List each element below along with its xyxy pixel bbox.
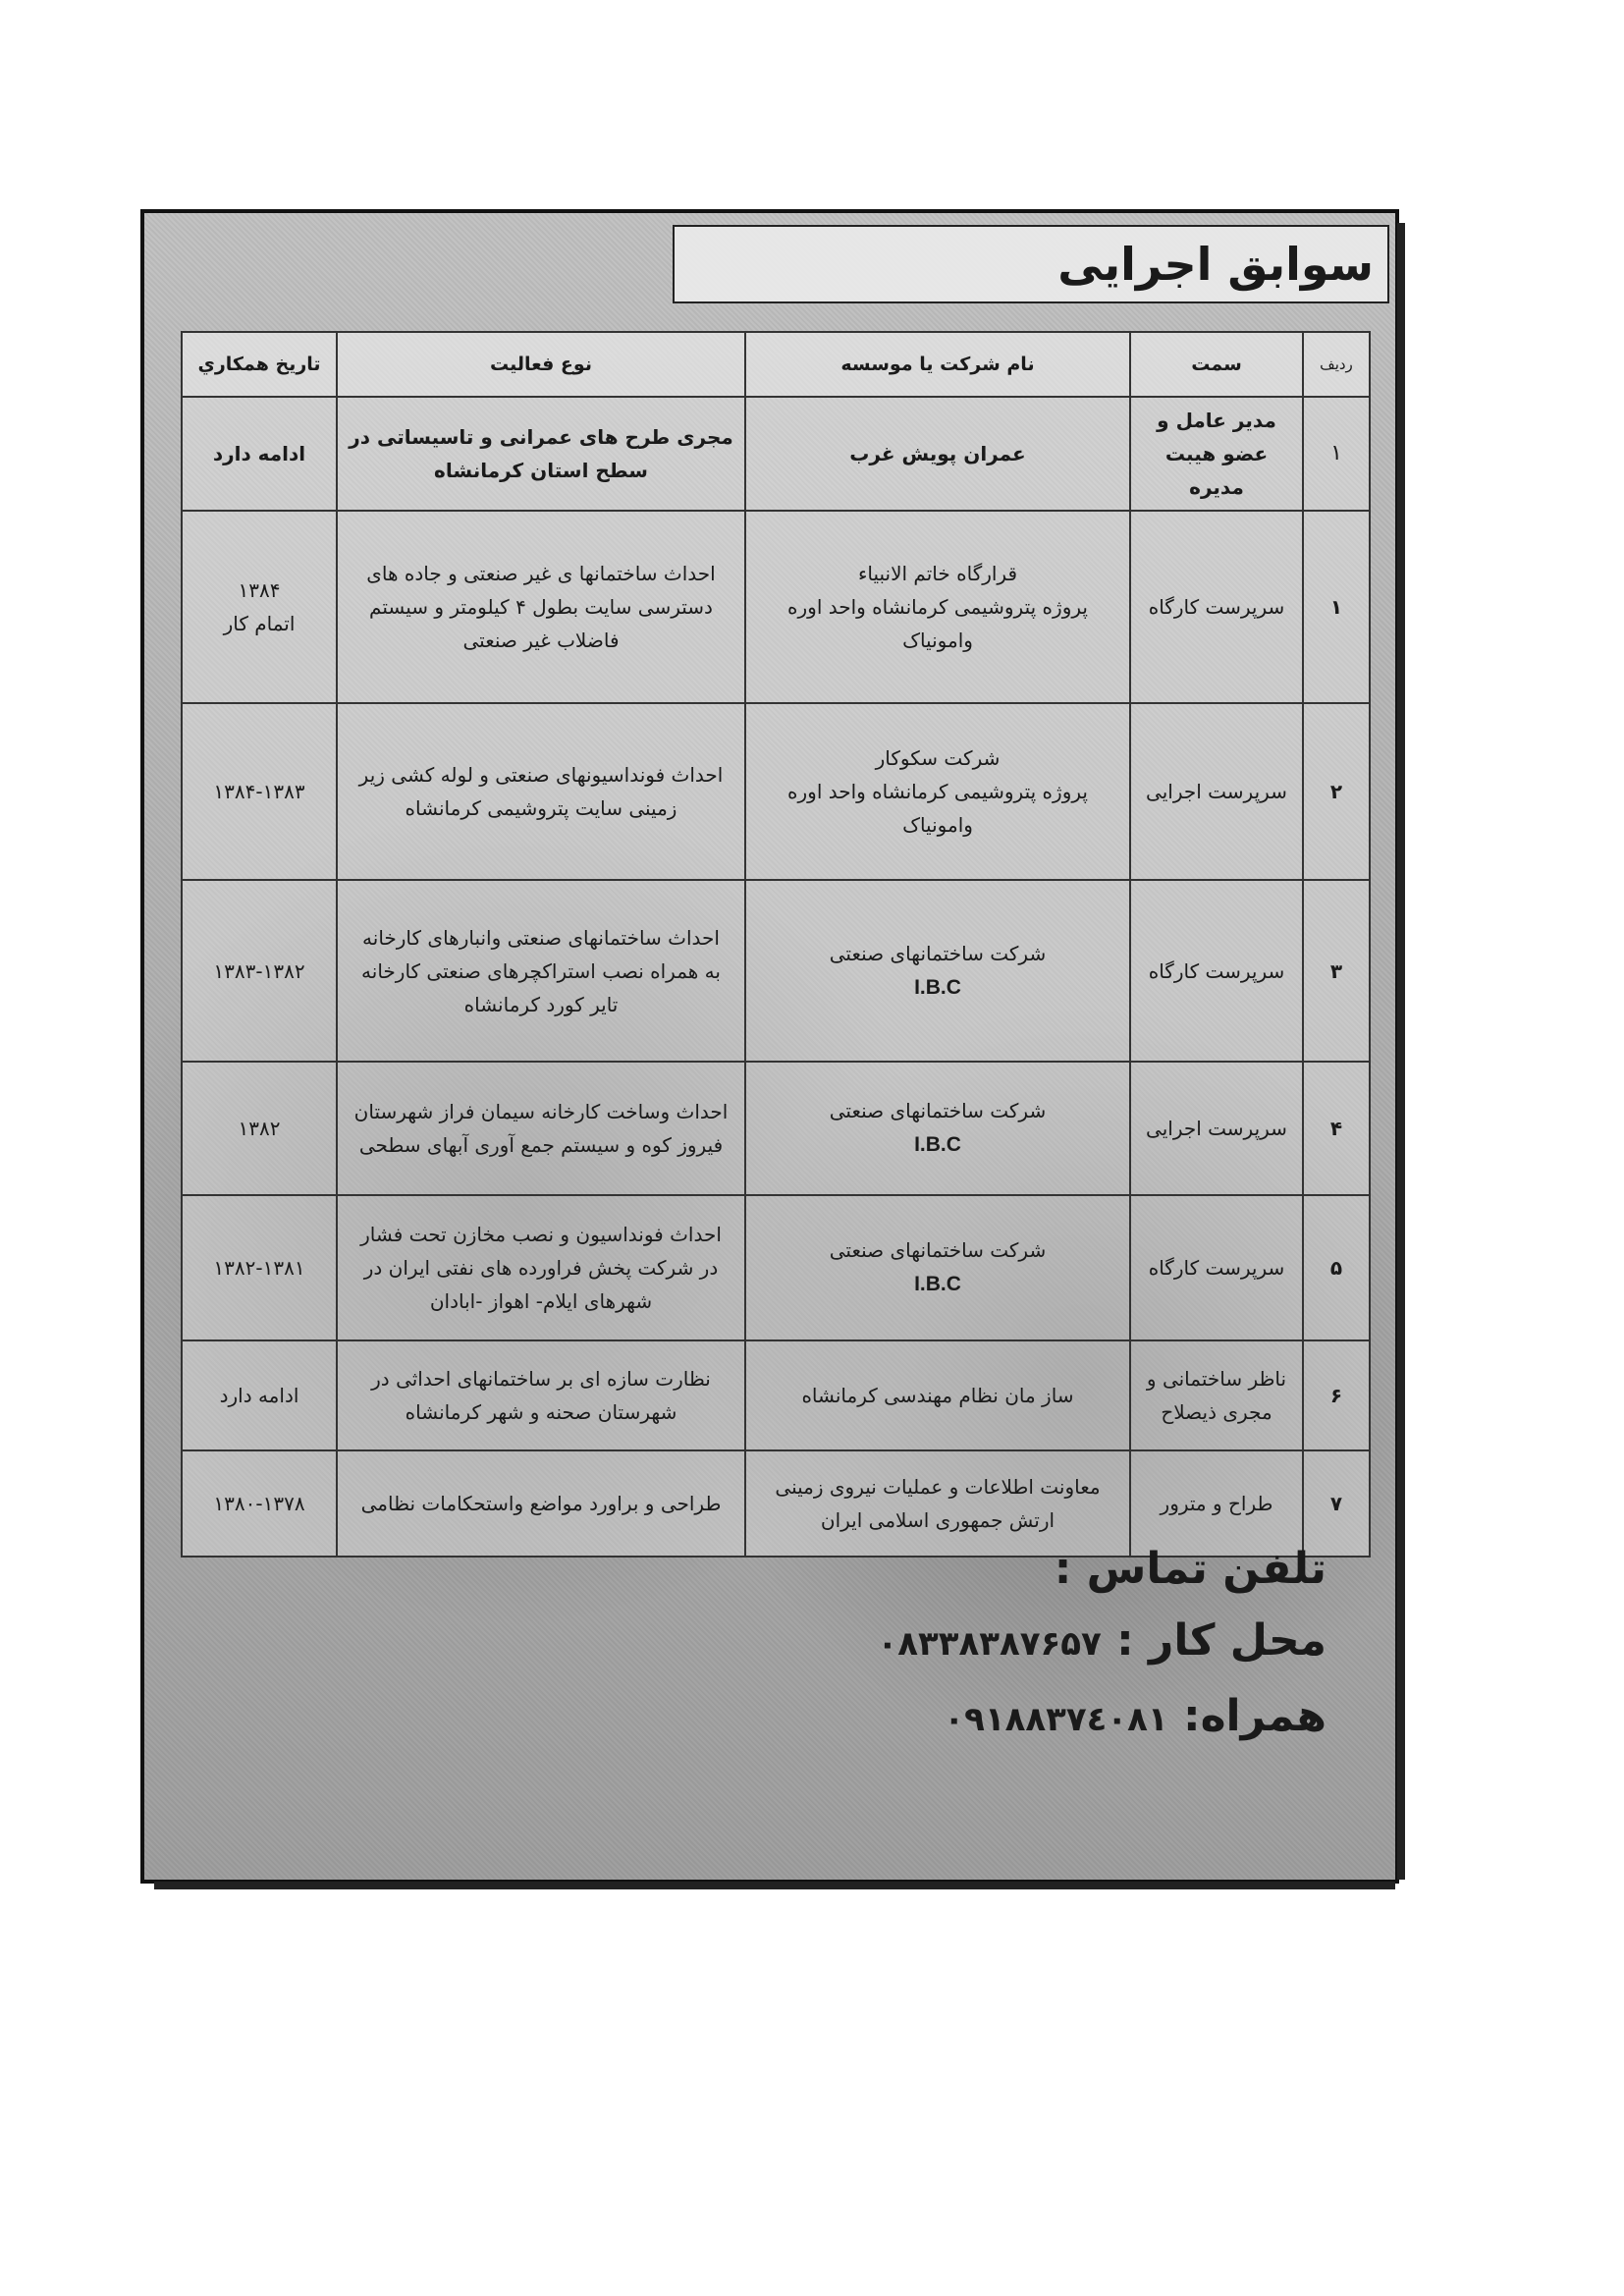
position-line: طراح و مترور [1160,1492,1273,1515]
activity-line: نظارت سازه ای بر ساختمانهای احداثی در [371,1367,711,1391]
activity-line: احداث وساخت کارخانه سیمان فراز شهرستان [353,1100,729,1123]
date-line: ۱۳۸۰-۱۳۷۸ [213,1492,305,1515]
work-phone-number: ۰۸۳۳۸۳۸۷۶۵۷ [877,1624,1102,1664]
row-number: ۳ [1303,880,1370,1062]
row-number: ۱ [1303,397,1370,511]
row-number: ۶ [1303,1340,1370,1450]
row-date [182,1340,337,1450]
work-phone-label: محل کار : [1116,1615,1326,1666]
company-line: عمران پویش غرب [849,442,1026,465]
date-line: اتمام کار [223,612,296,635]
activity-line: فاضلاب غیر صنعتی [462,629,620,652]
header-activity: نوع فعالیت [337,332,745,397]
activity-line: دسترسی سایت بطول ۴ کیلومتر و سیستم [369,595,713,619]
activity-line: تایر کورد کرمانشاه [463,992,619,1016]
row-position [1130,703,1303,880]
table-row [182,1340,1370,1450]
activity-line: در شرکت پخش فراورده های نفتی ایران در [363,1256,719,1280]
position-line: مدیر عامل و [1157,409,1276,432]
sheet-shadow-bottom [154,1882,1395,1889]
row-date [182,1450,337,1557]
company-line: وامونیاک [902,629,973,652]
table-header-row [182,332,1370,397]
row-position [1130,1062,1303,1195]
row-position [1130,880,1303,1062]
table-row [182,397,1370,511]
activity-line: احداث فونداسیون و نصب مخازن تحت فشار [360,1223,722,1246]
table-row [182,1195,1370,1340]
row-number: ۲ [1303,703,1370,880]
row-company [745,1340,1130,1450]
row-activity [337,703,745,880]
page-title: سوابق اجرایی [1057,238,1374,291]
table-row [182,880,1370,1062]
row-position [1130,1450,1303,1557]
position-line: مجری ذیصلاح [1161,1400,1272,1424]
activity-line: شهرهای ایلام- اهواز -ابادان [429,1289,653,1313]
date-line: ۱۳۸۲ [238,1117,281,1140]
position-line: ناظر ساختمانی و [1146,1367,1287,1391]
date-line: ۱۳۸۲-۱۳۸۱ [213,1256,305,1280]
row-company [745,1062,1130,1195]
row-number: ۱ [1303,511,1370,703]
row-date [182,1195,337,1340]
activity-line: احداث فونداسیونهای صنعتی و لوله کشی زیر [358,763,724,787]
activity-line: سطح استان کرمانشاه [434,459,648,482]
row-number: ۷ [1303,1450,1370,1557]
activity-line: مجری طرح های عمرانی و تاسیساتی در [349,425,733,449]
company-line: شرکت ساختمانهای صنعتی [829,941,1047,965]
row-activity [337,1340,745,1450]
company-line: پروژه پتروشیمی کرمانشاه واحد اوره [787,780,1088,803]
date-line: ۱۳۸۳-۱۳۸۲ [213,958,305,983]
row-company [745,880,1130,1062]
company-code: I.B.C [914,975,961,999]
activity-line: احداث ساختمانهای صنعتی وانبارهای کارخانه [362,925,720,950]
row-number: ۴ [1303,1062,1370,1195]
company-line: پروژه پتروشیمی کرمانشاه واحد اوره [787,595,1088,619]
row-activity [337,1450,745,1557]
company-line: ساز مان نظام مهندسی کرمانشاه [801,1384,1074,1407]
contact-title [1055,1544,1326,1594]
row-company [745,1450,1130,1557]
row-company [745,703,1130,880]
sheet-shadow-right [1397,223,1405,1880]
row-activity [337,880,745,1062]
header-position: سمت [1130,332,1303,397]
row-number: ۵ [1303,1195,1370,1340]
mobile-phone-number: ۰۹۱۸۸۳۷٤۰۸۱ [944,1700,1168,1739]
row-date [182,511,337,703]
row-position [1130,511,1303,703]
position-line: سرپرست اجرایی [1146,780,1287,803]
title-box [673,225,1389,303]
position-line: عضو هیبت مدیره [1164,442,1269,499]
position-line: سرپرست کارگاه [1148,595,1285,619]
row-company [745,397,1130,511]
activity-line: به همراه نصب استراکچرهای صنعتی کارخانه [361,958,721,983]
date-line: ادامه دارد [219,1384,299,1407]
header-row-number: ردیف [1303,332,1370,397]
header-date: تاریخ همکاري [182,332,337,397]
contact-work-line [877,1615,1326,1666]
contact-title-text: تلفن تماس : [1054,1544,1326,1594]
row-position [1130,397,1303,511]
row-date [182,1062,337,1195]
row-activity [337,397,745,511]
activity-line: فیروز کوه و سیستم جمع آوری آبهای سطحی [358,1133,724,1157]
row-position [1130,1195,1303,1340]
contact-mobile-line [944,1691,1326,1741]
activity-line: احداث ساختمانها ی غیر صنعتی و جاده های [366,562,716,585]
company-line: شرکت ساختمانهای صنعتی [829,1238,1047,1263]
position-line: سرپرست کارگاه [1148,958,1285,983]
row-activity [337,511,745,703]
table-row [182,703,1370,880]
mobile-phone-label: همراه: [1182,1691,1326,1741]
table-row [182,511,1370,703]
activity-line: شهرستان صحنه و شهر کرمانشاه [405,1400,677,1424]
position-line: سرپرست کارگاه [1148,1256,1285,1280]
row-activity [337,1062,745,1195]
row-date [182,703,337,880]
row-company [745,1195,1130,1340]
activity-line: طراحی و براورد مواضع واستحکامات نظامی [360,1492,722,1515]
company-line: قرارگاه خاتم الانبیاء [857,562,1018,585]
company-line: معاونت اطلاعات و عملیات نیروی زمینی [775,1475,1101,1499]
row-position [1130,1340,1303,1450]
row-date [182,397,337,511]
activity-line: زمینی سایت پتروشیمی کرمانشاه [405,796,677,820]
date-line: ۱۳۸۴-۱۳۸۳ [213,780,305,803]
row-company [745,511,1130,703]
table-row [182,1450,1370,1557]
company-line: ارتش جمهوری اسلامی ایران [820,1508,1056,1532]
company-code: I.B.C [914,1133,961,1157]
row-date [182,880,337,1062]
position-line: سرپرست اجرایی [1146,1117,1287,1140]
company-code: I.B.C [914,1273,961,1296]
date-line: ادامه دارد [212,442,306,465]
company-line: شرکت سکوکار [875,746,1001,770]
executive-records-table [181,331,1371,1558]
table-row [182,1062,1370,1195]
row-activity [337,1195,745,1340]
header-company: نام شرکت یا موسسه [745,332,1130,397]
company-line: شرکت ساختمانهای صنعتی [829,1099,1047,1123]
date-line: ۱۳۸۴ [238,578,281,602]
company-line: وامونیاک [902,813,973,837]
resume-sheet [140,209,1399,1884]
